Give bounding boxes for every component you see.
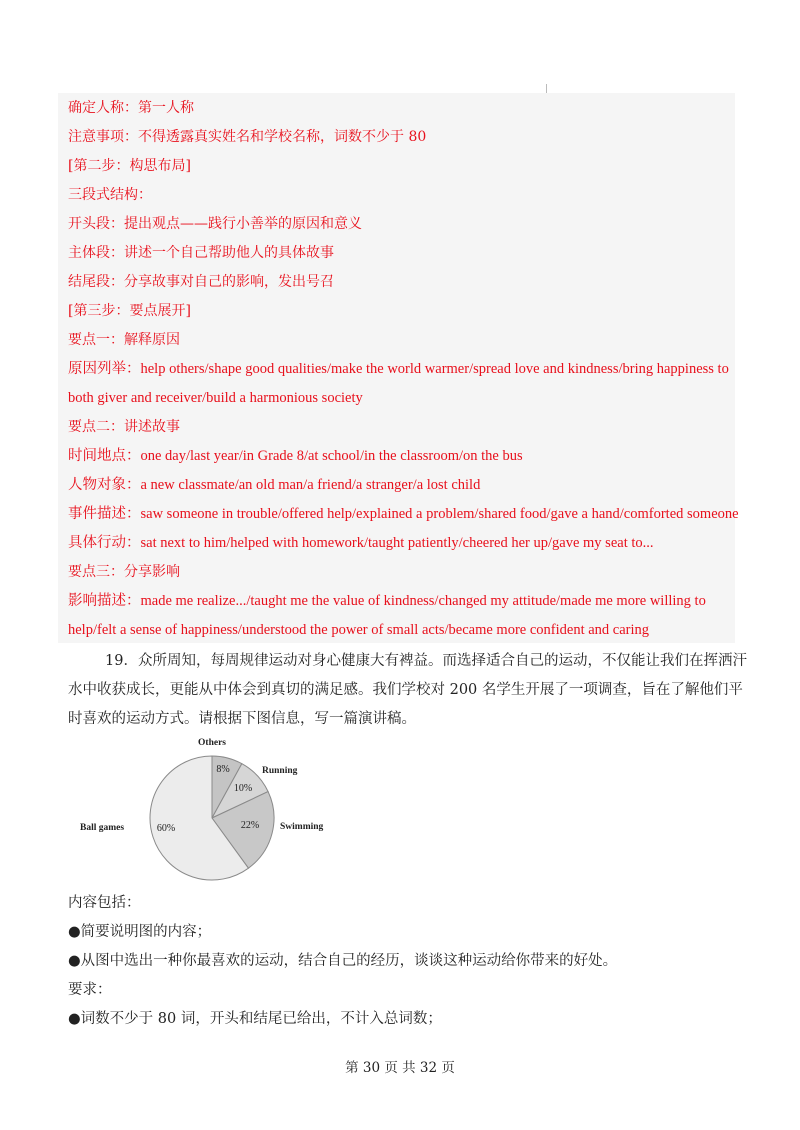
plan-line: 人物对象：a new classmate/an old man/a friend/a stranger/a lost child [68, 477, 481, 493]
pie-percent-label: 8% [216, 764, 230, 775]
plan-line: 确定人称：第一人称 [68, 100, 194, 116]
content-heading: 内容包括： [68, 895, 141, 911]
plan-line: 结尾段：分享故事对自己的影响，发出号召 [68, 274, 334, 290]
plan-line: 主体段：讲述一个自己帮助他人的具体故事 [68, 245, 334, 261]
page-number: 第 30 页 共 32 页 [345, 1060, 455, 1076]
pie-category-label: Others [198, 738, 226, 748]
plan-line: 要点二：讲述故事 [68, 419, 180, 435]
requirements-heading: 要求： [68, 982, 112, 998]
content-bullet-2: ●从图中选出一种你最喜欢的运动，结合自己的经历，谈谈这种运动给你带来的好处。 [68, 953, 618, 969]
content-bullet-1: ●简要说明图的内容； [68, 924, 212, 940]
plan-line: both giver and receiver/build a harmonious society [68, 390, 363, 406]
plan-line: 三段式结构： [68, 187, 152, 203]
pie-category-label: Swimming [280, 822, 324, 832]
sports-pie-chart [70, 736, 370, 886]
requirement-bullet-1: ●词数不少于 80 词，开头和结尾已给出，不计入总词数； [68, 1011, 442, 1027]
plan-line: 开头段：提出观点——践行小善举的原因和意义 [68, 216, 362, 232]
plan-line: 具体行动：sat next to him/helped with homework/taught patiently/cheered her up/gave my seat to... [68, 535, 654, 551]
question-line-1: 19．众所周知，每周规律运动对身心健康大有裨益。而选择适合自己的运动，不仅能让我们在挥洒汗 [105, 653, 747, 669]
plan-line: 影响描述：made me realize.../taught me the value of kindness/changed my attitude/made me more willing to [68, 593, 706, 609]
plan-line: [第三步：要点展开] [68, 303, 191, 319]
plan-line: 时间地点：one day/last year/in Grade 8/at school/in the classroom/on the bus [68, 448, 523, 464]
pie-category-label: Ball games [80, 823, 125, 833]
question-line-3: 时喜欢的运动方式。请根据下图信息，写一篇演讲稿。 [68, 711, 416, 727]
pie-percent-label: 60% [156, 823, 176, 834]
question-line-2: 水中收获成长，更能从中体会到真切的满足感。我们学校对 200 名学生开展了一项调查，旨在了解他们平 [68, 682, 743, 698]
plan-line: 事件描述：saw someone in trouble/offered help/explained a problem/shared food/gave a hand/comforted someone [68, 506, 739, 522]
plan-line: 原因列举：help others/shape good qualities/make the world warmer/spread love and kindness/bring happiness to [68, 361, 729, 377]
plan-line: 要点一：解释原因 [68, 332, 180, 348]
plan-line: help/felt a sense of happiness/understood the power of small acts/became more confident and caring [68, 622, 650, 638]
pie-percent-label: 22% [240, 820, 260, 831]
plan-line: 注意事项：不得透露真实姓名和学校名称，词数不少于 80 [68, 129, 427, 145]
plan-line: [第二步：构思布局] [68, 158, 191, 174]
pie-percent-label: 10% [233, 783, 253, 794]
plan-line: 要点三：分享影响 [68, 564, 180, 580]
pie-category-label: Running [262, 766, 298, 776]
